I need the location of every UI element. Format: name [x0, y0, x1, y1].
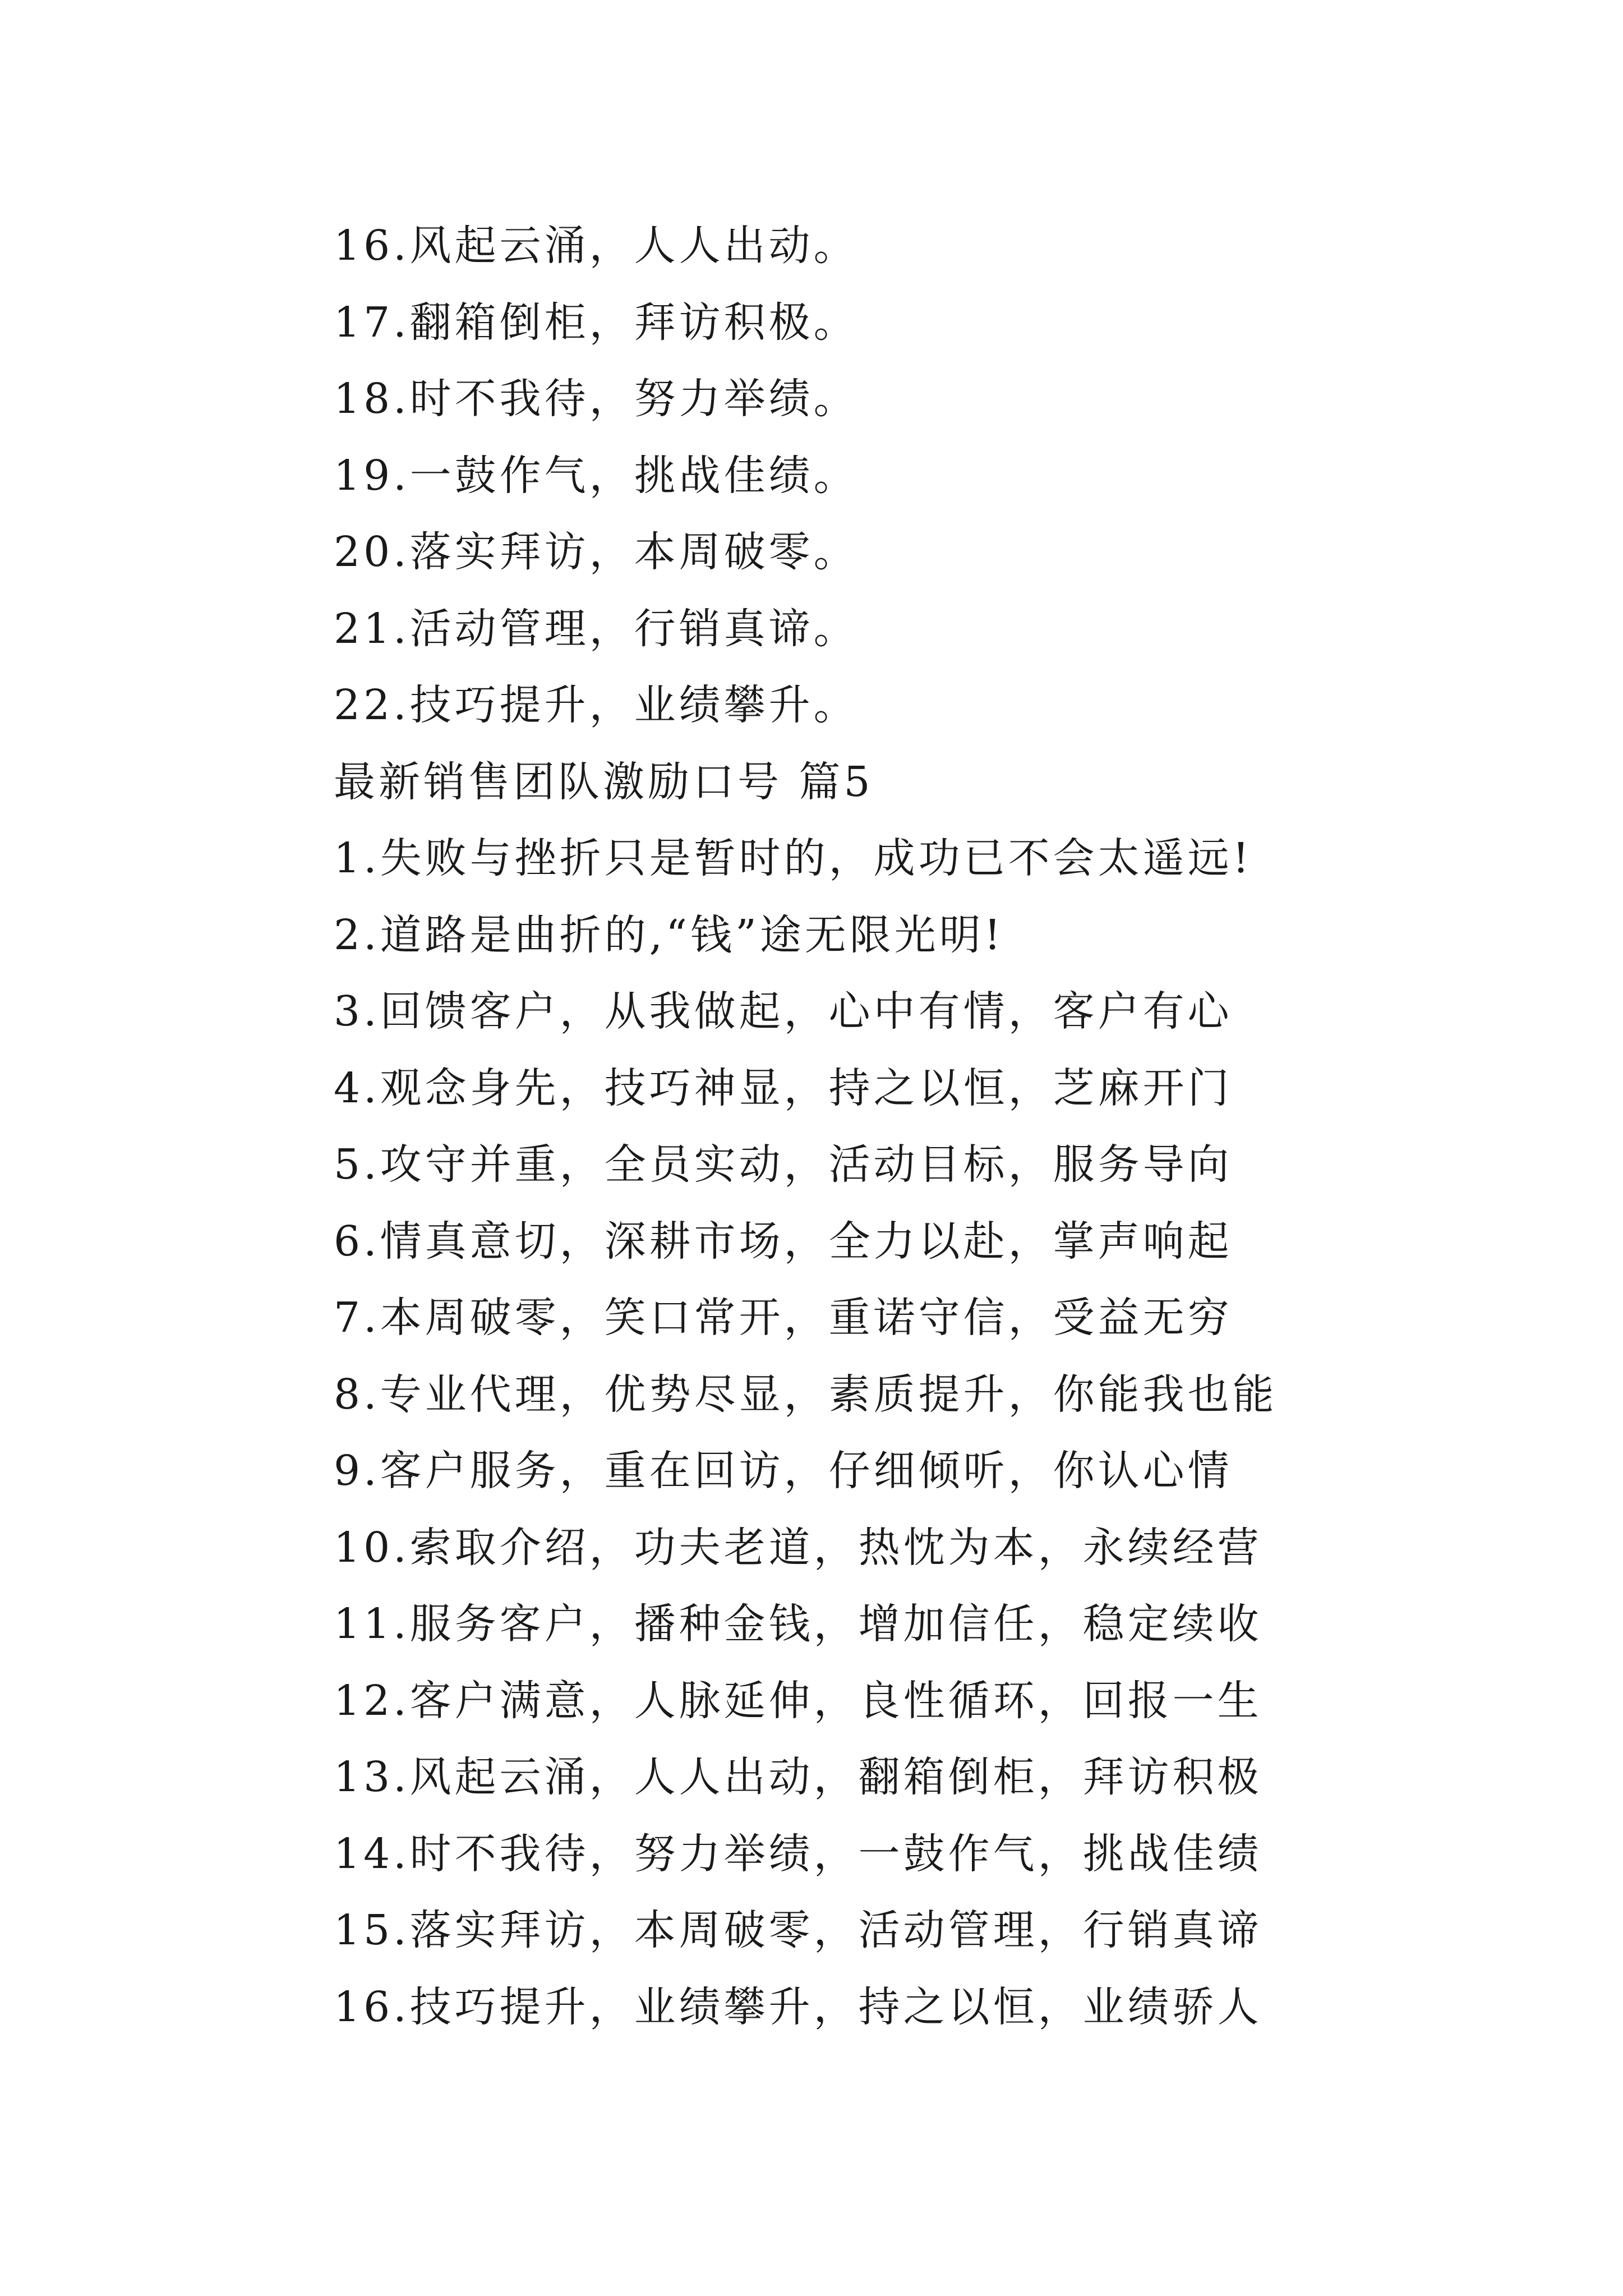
text-line: 17.翻箱倒柜，拜访积极。	[334, 298, 859, 347]
text-line: 3.回馈客户，从我做起，心中有情，客户有心	[334, 987, 1233, 1036]
text-line: 20.落实拜访，本周破零。	[334, 528, 859, 576]
text-line: 16.风起云涌，人人出动。	[334, 222, 859, 270]
text-line: 11.服务客户，播种金钱，增加信任，稳定续收	[334, 1600, 1262, 1648]
document-body	[334, 208, 1511, 2045]
text-line: 10.索取介绍，功夫老道，热忱为本，永续经营	[334, 1523, 1262, 1572]
section-heading: 最新销售团队激励口号 篇5	[334, 757, 874, 806]
text-line: 12.客户满意，人脉延伸，良性循环，回报一生	[334, 1676, 1262, 1725]
text-line: 19.一鼓作气，挑战佳绩。	[334, 451, 859, 500]
text-line: 8.专业代理，优势尽显，素质提升，你能我也能	[334, 1370, 1278, 1419]
text-line: 15.落实拜访，本周破零，活动管理，行销真谛	[334, 1906, 1262, 1954]
text-line: 18.时不我待，努力举绩。	[334, 375, 859, 423]
text-line: 13.风起云涌，人人出动，翻箱倒柜，拜访积极	[334, 1753, 1262, 1801]
text-line: 14.时不我待，努力举绩，一鼓作气，挑战佳绩	[334, 1829, 1262, 1878]
text-line: 16.技巧提升，业绩攀升，持之以恒，业绩骄人	[334, 1982, 1262, 2031]
text-line: 9.客户服务，重在回访，仔细倾听，你认心情	[334, 1447, 1233, 1495]
text-line: 22.技巧提升，业绩攀升。	[334, 681, 859, 729]
text-line: 2.道路是曲折的,“钱”途无限光明!	[334, 910, 1004, 959]
text-line: 4.观念身先，技巧神显，持之以恒，芝麻开门	[334, 1064, 1233, 1112]
text-line: 7.本周破零，笑口常开，重诺守信，受益无穷	[334, 1294, 1233, 1342]
text-line: 6.情真意切，深耕市场，全力以赴，掌声响起	[334, 1217, 1233, 1266]
text-line: 1.失败与挫折只是暂时的，成功已不会太遥远!	[334, 834, 1253, 882]
text-line: 21.活动管理，行销真谛。	[334, 604, 859, 653]
text-line: 5.攻守并重，全员实动，活动目标，服务导向	[334, 1140, 1233, 1189]
